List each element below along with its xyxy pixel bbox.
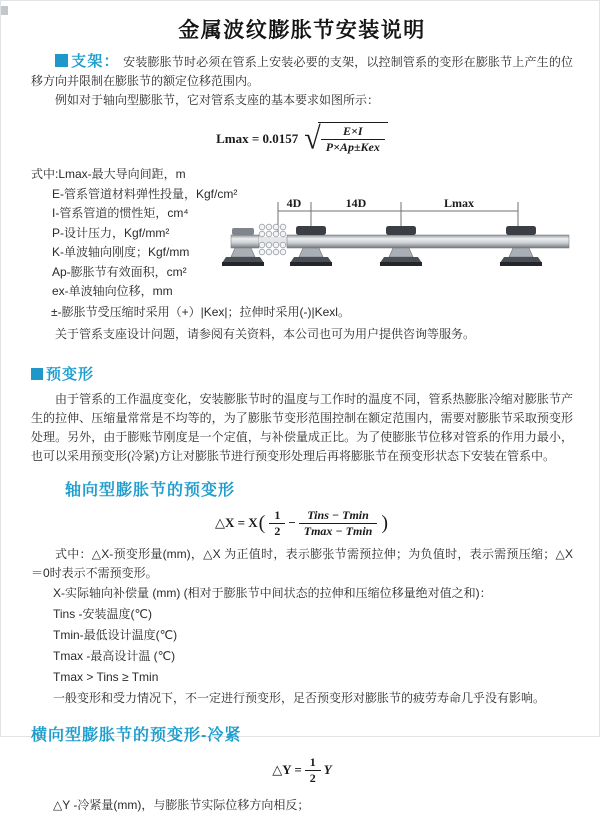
axial-definition-lines [31,583,573,709]
half-denominator: 2 [305,770,321,786]
axial-explain: 式中：△X-预变形量(mm)，△X 为正值时，表示膨张节需预拉伸；为负值时，表示需预压缩；△X＝0时表示不需预变形。 [31,546,573,580]
axial-subheading: 轴向型膨胀节的预变形 [65,481,236,499]
definition-line: Tins -安装温度(℃) [53,606,153,621]
support-intro-text: 安装膨胀节时必须在管系上安装必要的支架，以控制管系的变形在膨胀节上产生的位移方向并限制在膨胀节的额定位移范围内。 [31,55,573,88]
lateral-formula-lhs: △Y = [272,762,302,777]
sqrt-icon: √ [304,121,321,156]
dim-label-4d: 4D [286,196,302,210]
definition-line: E-管系管道材料弹性投量，Kgf/cm² [52,186,238,201]
definitions-block [31,165,573,345]
definition-line: P-设计压力，Kgf/mm² [52,225,170,240]
definition-line: 式中:Lmax-最大导向间距，m [31,167,186,181]
lmax-formula [31,122,573,155]
axial-formula-lhs: △X = X [214,515,258,530]
predeform-paragraph: 由于管系的工作温度变化，安装膨胀节时的温度与工作时的温度不同，管系热膨胀冷缩对膨胀节产生的拉伸、压缩量常常是不均等的，为了膨胀节变形范围控制在额定范围内，需要对膨胀节采取预变形处理。另外，由于膨账节刚度是一个定值，与补偿量成正比。为了使膨胀节位移对管系的作用力最小，也可以采用预变形(冷紧)方让对膨胀节进行预变形处理后再将膨胀节在预变形状态下安装在管系中。 [31,391,573,463]
section-square-icon [31,368,43,380]
scan-artifact [1,6,8,15]
lateral-note: △Y -冷紧量(mm)，与膨胀节实际位移方向相反； [53,797,310,812]
open-paren: ( [258,512,266,534]
definition-line: Tmax > Tins ≥ Tmin [53,669,159,684]
predeform-heading-label: 预变形 [46,365,95,383]
half-numerator: 1 [309,754,316,769]
example-line: 例如对于轴向型膨胀节，它对管系支座的基本要求如图所示： [55,93,380,107]
definition-line: I-管系管道的惯性矩，cm⁴ [52,206,189,220]
support-heading-label: 支架： [71,53,120,70]
lmax-formula-denominator: P×Ap±Kex [321,139,385,155]
consult-note: 关于管系支座设计问题，请参阅有关资料，本公司也可为用户提供咨询等服务。 [55,327,476,341]
definition-line: Ap-膨胀节有效面积，cm² [52,264,187,279]
lateral-formula [31,755,573,786]
axial-frac-denominator: Tmax − Tmin [299,523,378,539]
definition-line: ex-单波轴向位移，mm [52,284,173,298]
plus-minus-note: ±-膨胀节受压缩时采用（+）|Kex|；拉伸时采用(-)|Kexl。 [51,304,350,319]
half-denominator: 2 [269,523,285,539]
close-paren: ) [381,512,389,534]
axial-frac-numerator: Tins − Tmin [307,507,369,522]
lmax-formula-numerator: E×I [343,124,363,138]
definition-line: X-实际轴向补偿量 (mm) (相对于膨胀节中间状态的拉伸和压缩位移量绝对值之和)： [53,585,492,600]
definition-line: Tmin-最低设计温度(℃) [53,627,178,642]
half-numerator: 1 [274,507,281,522]
dim-label-14d: 14D [345,196,367,210]
lateral-subheading: 横向型膨胀节的预变形-冷紧 [31,726,242,744]
definition-line: K-单波轴向刚度；Kgf/mm [52,245,190,259]
dim-label-lmax: Lmax [444,196,474,210]
support-intro-paragraph [31,52,573,91]
support-diagram [231,195,571,277]
predeform-section-heading [31,363,573,384]
minus-sign: − [288,515,296,530]
lateral-formula-rhs: Y [323,762,332,777]
definition-line: 一般变形和受力情况下，不一定进行预变形，足否预变形对膨胀节的疲劳寿命几乎没有影响。 [53,690,546,705]
axial-formula [31,508,573,539]
support-section-heading [55,53,120,70]
page-title: 金属波纹膨胀节安装说明 [178,19,426,42]
definition-line: Tmax -最高设计温 (℃) [53,648,176,663]
lmax-formula-lhs: Lmax = 0.0157 [216,130,299,146]
section-square-icon [55,54,68,67]
